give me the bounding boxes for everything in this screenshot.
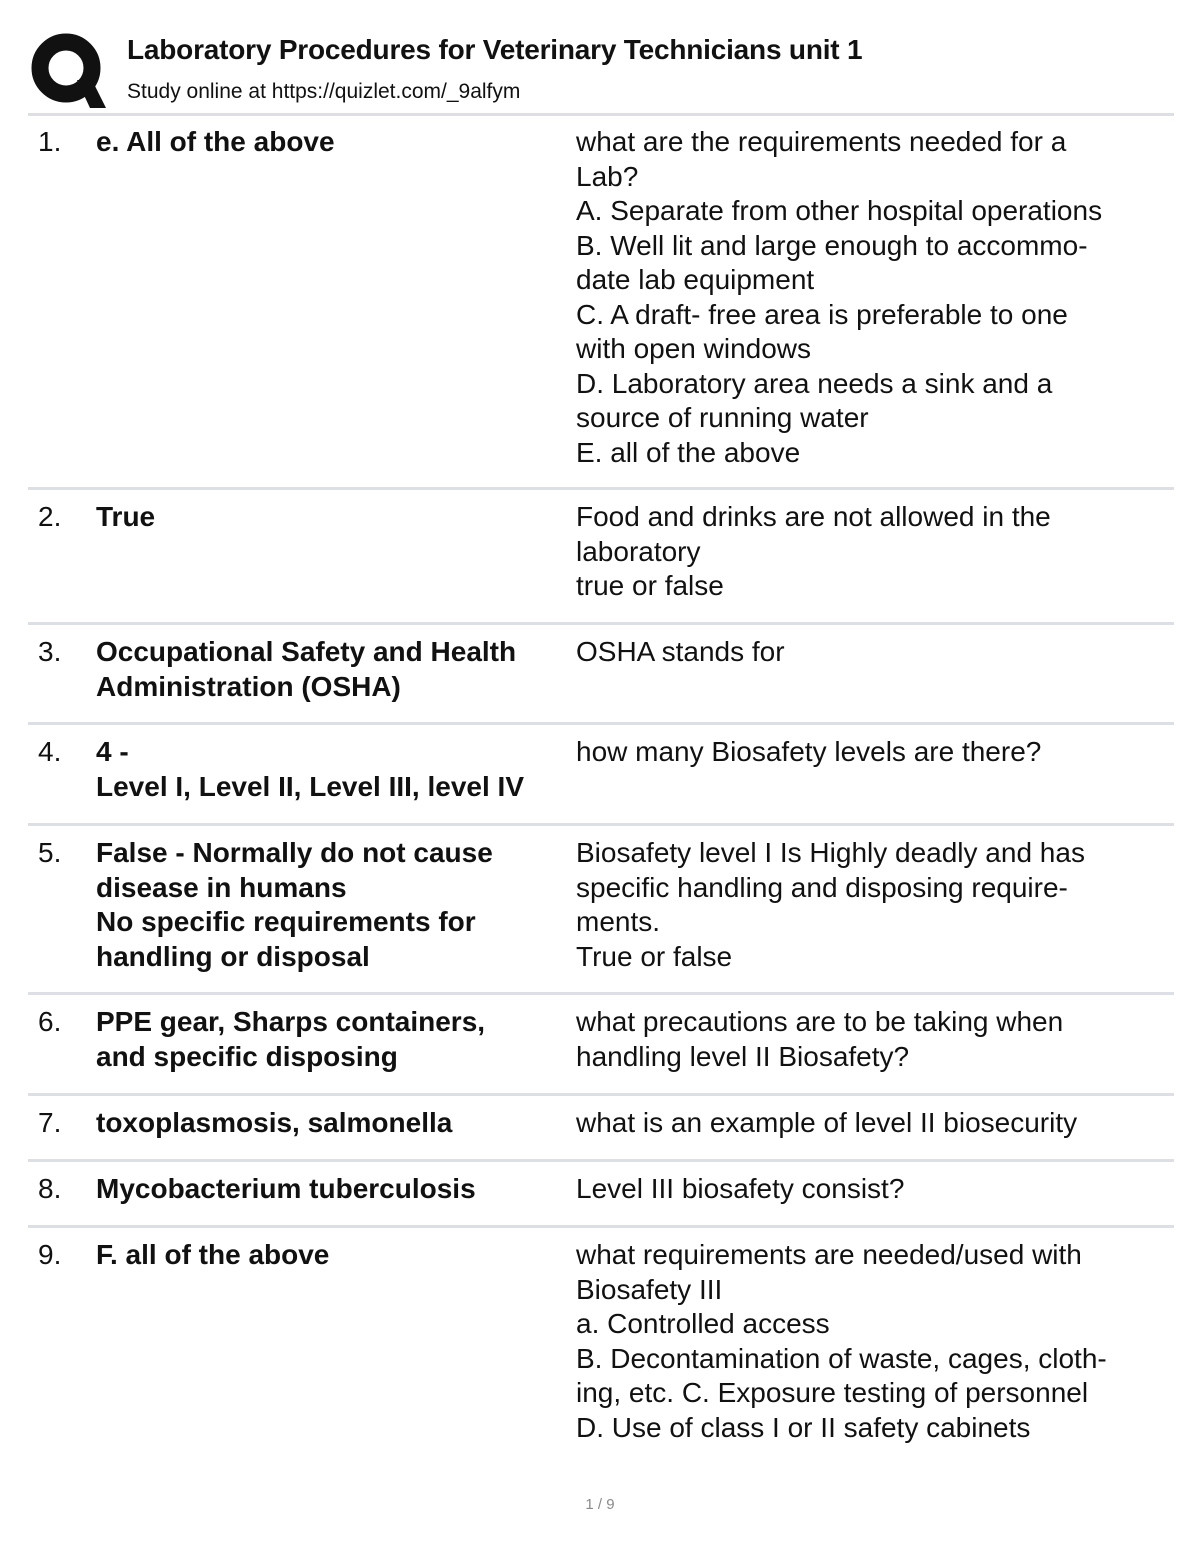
card-number: 9.	[38, 1239, 62, 1270]
quizlet-q-logo-icon	[30, 32, 106, 108]
card-term: F. all of the above	[96, 1239, 330, 1270]
header-divider	[28, 113, 1174, 116]
card-number: 6.	[38, 1006, 62, 1037]
card-number: 2.	[38, 501, 62, 532]
study-online-link-text: Study online at https://quizlet.com/_9alfym	[127, 80, 521, 103]
card-definition: what precautions are to be taking when handling level II Biosafety?	[576, 1006, 1064, 1072]
card-term: e. All of the above	[96, 126, 335, 157]
card-number: 8.	[38, 1173, 62, 1204]
card-definition: OSHA stands for	[576, 636, 785, 667]
document-header	[28, 30, 1174, 114]
card-definition: how many Biosafety levels are there?	[576, 736, 1042, 767]
card-divider	[28, 1159, 1174, 1162]
card-definition: what is an example of level II biosecurity	[576, 1107, 1078, 1138]
card-term: Mycobacterium tuberculosis	[96, 1173, 476, 1204]
card-definition: what requirements are needed/used with Biosafety III a. Controlled access B. Decontamination of waste, cages, cloth- ing, etc. C. Exposure testing of personnel D. Use of class I or II safety cabinets	[576, 1239, 1107, 1443]
card-number: 3.	[38, 636, 62, 667]
card-number: 5.	[38, 837, 62, 868]
card-divider	[28, 1225, 1174, 1228]
card-term: False - Normally do not cause disease in humans No specific requirements for handling or disposal	[96, 837, 493, 972]
card-term: Occupational Safety and Health Administration (OSHA)	[96, 636, 517, 702]
card-divider	[28, 622, 1174, 625]
page-number: 1 / 9	[585, 1496, 615, 1513]
card-term: 4 - Level I, Level II, Level III, level IV	[96, 736, 524, 802]
card-number: 4.	[38, 736, 62, 767]
card-definition: Biosafety level I Is Highly deadly and has specific handling and disposing require- ments. True or false	[576, 837, 1085, 972]
document-title: Laboratory Procedures for Veterinary Technicians unit 1	[127, 34, 863, 65]
card-number: 7.	[38, 1107, 62, 1138]
card-divider	[28, 992, 1174, 995]
card-term: PPE gear, Sharps containers, and specific disposing	[96, 1006, 486, 1072]
card-term: True	[96, 501, 156, 532]
card-definition: Level III biosafety consist?	[576, 1173, 905, 1204]
card-divider	[28, 722, 1174, 725]
card-definition: Food and drinks are not allowed in the laboratory true or false	[576, 501, 1051, 601]
card-number: 1.	[38, 126, 62, 157]
card-term: toxoplasmosis, salmonella	[96, 1107, 453, 1138]
card-divider	[28, 823, 1174, 826]
card-divider	[28, 1093, 1174, 1096]
card-definition: what are the requirements needed for a Lab? A. Separate from other hospital operations B. Well lit and large enough to accommo- date lab equipment C. A draft- free area is preferable to one with open windows D. Laboratory area needs a sink and a source of running water E. all of the above	[576, 126, 1103, 468]
card-divider	[28, 487, 1174, 490]
